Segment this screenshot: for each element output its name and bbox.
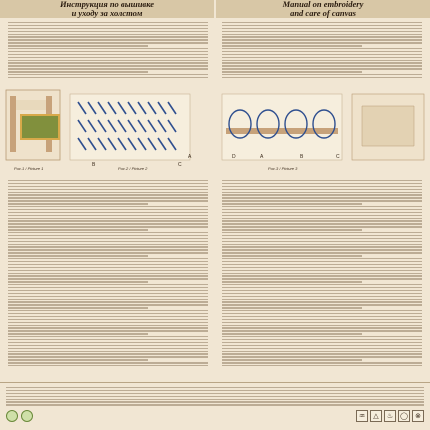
text-line — [8, 42, 208, 43]
ru-steps-lines — [8, 180, 208, 366]
text-line — [8, 336, 208, 337]
text-line — [8, 235, 208, 236]
footer-badges — [6, 410, 33, 423]
text-line — [8, 258, 208, 259]
text-line — [8, 342, 208, 343]
text-line — [222, 220, 422, 221]
text-line — [8, 36, 208, 37]
text-line — [8, 264, 208, 265]
text-line — [222, 68, 422, 69]
text-line — [8, 278, 208, 279]
text-line — [8, 353, 208, 354]
text-line — [222, 313, 422, 314]
text-line — [222, 22, 422, 23]
pic3-label-c: C — [336, 154, 340, 160]
text-line — [8, 25, 208, 26]
text-line — [8, 229, 148, 230]
text-line — [8, 194, 208, 195]
text-line — [222, 275, 422, 276]
text-line — [222, 281, 362, 282]
text-line — [8, 255, 148, 256]
text-line — [8, 293, 208, 294]
text-line — [8, 203, 148, 204]
text-line — [8, 296, 208, 297]
pic1-caption: Рис.1 / Picture 1 — [14, 166, 44, 171]
text-line — [222, 255, 362, 256]
text-line — [222, 28, 422, 29]
text-line — [8, 246, 208, 247]
text-line — [222, 356, 422, 357]
text-line — [8, 325, 208, 326]
text-line — [8, 351, 208, 352]
text-line — [222, 34, 422, 35]
illustration-band — [0, 86, 430, 174]
text-line — [8, 290, 208, 291]
text-line — [222, 307, 362, 308]
pic2-caption: Рис.2 / Picture 2 — [118, 166, 148, 171]
text-line — [222, 62, 422, 63]
text-line — [8, 71, 148, 72]
text-line — [6, 396, 424, 397]
text-line — [222, 77, 422, 78]
text-line — [222, 235, 422, 236]
text-line — [6, 399, 424, 400]
pic4-fold — [362, 106, 414, 146]
text-line — [222, 241, 422, 242]
text-line — [8, 333, 148, 334]
text-line — [6, 393, 424, 394]
text-line — [6, 404, 424, 405]
text-line — [8, 345, 208, 346]
text-line — [222, 264, 422, 265]
ru-intro-lines — [8, 22, 208, 78]
text-line — [8, 249, 208, 250]
text-line — [222, 194, 422, 195]
text-line — [8, 301, 208, 302]
text-line — [8, 241, 208, 242]
picture-2 — [70, 94, 192, 168]
text-line — [222, 48, 422, 49]
text-line — [222, 74, 422, 75]
en-steps-block — [222, 180, 422, 376]
text-line — [8, 322, 208, 323]
text-line — [222, 359, 362, 360]
text-line — [222, 212, 422, 213]
pic1-picture-inner — [22, 116, 58, 138]
text-line — [8, 270, 208, 271]
pic3-label-a: A — [260, 154, 264, 160]
pic3-grid — [222, 94, 342, 160]
care-icons — [356, 410, 424, 423]
text-line — [222, 258, 422, 259]
pic3-label-d: D — [232, 154, 236, 160]
text-line — [8, 60, 208, 61]
text-line — [8, 180, 208, 181]
text-line — [8, 304, 208, 305]
text-line — [8, 22, 208, 23]
en-steps-lines — [222, 180, 422, 366]
pic1-bar-left — [10, 96, 16, 152]
text-line — [222, 336, 422, 337]
text-line — [8, 39, 208, 40]
text-line — [222, 345, 422, 346]
text-line — [222, 353, 422, 354]
text-line — [8, 319, 208, 320]
text-line — [8, 209, 208, 210]
text-line — [8, 310, 208, 311]
text-line — [222, 246, 422, 247]
text-line — [222, 310, 422, 311]
pic2-label-c: C — [178, 162, 182, 168]
text-line — [222, 261, 422, 262]
text-line — [222, 319, 422, 320]
text-line — [8, 244, 208, 245]
text-line — [8, 316, 208, 317]
pic3-bar — [226, 128, 338, 134]
text-line — [222, 226, 422, 227]
text-line — [8, 365, 208, 366]
text-line — [8, 77, 208, 78]
ru-intro-block — [8, 22, 208, 82]
text-line — [222, 333, 362, 334]
text-line — [8, 62, 208, 63]
text-line — [8, 232, 208, 233]
pic3-label-b: B — [300, 154, 304, 160]
text-line — [222, 327, 422, 328]
dry-clean-icon: ◯ — [398, 410, 410, 422]
text-line — [8, 189, 208, 190]
text-line — [8, 299, 208, 300]
text-line — [222, 330, 422, 331]
text-line — [8, 192, 208, 193]
text-line — [6, 390, 424, 391]
illustrations-svg — [0, 86, 430, 174]
text-line — [222, 316, 422, 317]
eco-badge-icon — [6, 410, 18, 422]
text-line — [222, 223, 422, 224]
quality-badge-icon — [21, 410, 33, 422]
text-line — [222, 189, 422, 190]
text-line — [8, 359, 148, 360]
text-line — [8, 275, 208, 276]
text-line — [222, 57, 422, 58]
title-en: Manual on embroidery and care of canvas — [282, 0, 364, 18]
text-line — [8, 273, 208, 274]
text-line — [8, 45, 148, 46]
text-line — [8, 226, 208, 227]
ru-steps-block — [8, 180, 208, 376]
pic2-label-b: B — [92, 162, 96, 168]
no-bleach-icon: △ — [370, 410, 382, 422]
text-line — [8, 28, 208, 29]
en-intro-block — [222, 22, 422, 82]
text-line — [8, 183, 208, 184]
text-line — [222, 51, 422, 52]
text-line — [222, 348, 422, 349]
text-line — [222, 362, 422, 363]
text-line — [222, 36, 422, 37]
text-line — [8, 327, 208, 328]
text-line — [8, 68, 208, 69]
text-line — [8, 223, 208, 224]
text-line — [222, 197, 422, 198]
text-line — [8, 348, 208, 349]
text-line — [222, 25, 422, 26]
text-line — [222, 45, 362, 46]
footer-legal-block — [6, 387, 424, 409]
text-line — [8, 186, 208, 187]
text-line — [8, 65, 208, 66]
iron-icon: ♨ — [384, 410, 396, 422]
text-line — [222, 54, 422, 55]
text-line — [8, 287, 208, 288]
text-line — [8, 31, 208, 32]
pic1-canvas — [16, 100, 46, 110]
text-line — [222, 206, 422, 207]
text-line — [8, 313, 208, 314]
text-line — [8, 339, 208, 340]
text-line — [222, 192, 422, 193]
text-line — [6, 401, 424, 402]
text-line — [222, 232, 422, 233]
text-line — [8, 200, 208, 201]
text-line — [222, 301, 422, 302]
text-line — [222, 267, 422, 268]
text-line — [222, 325, 422, 326]
picture-1 — [6, 90, 60, 160]
text-line — [8, 51, 208, 52]
text-line — [222, 365, 422, 366]
text-line — [222, 293, 422, 294]
text-line — [222, 249, 422, 250]
title-ru: Инструкция по вышивке и уходу за холстом — [59, 0, 155, 18]
text-line — [222, 65, 422, 66]
text-line — [222, 290, 422, 291]
picture-4 — [352, 94, 424, 160]
text-line — [222, 31, 422, 32]
text-line — [8, 252, 208, 253]
text-line — [222, 42, 422, 43]
text-line — [222, 218, 422, 219]
text-line — [8, 238, 208, 239]
footer-legal-lines — [6, 387, 424, 406]
text-line — [222, 284, 422, 285]
text-line — [222, 186, 422, 187]
wash-icon: ♒ — [356, 410, 368, 422]
text-line — [8, 267, 208, 268]
text-line — [222, 342, 422, 343]
text-line — [8, 218, 208, 219]
text-line — [8, 197, 208, 198]
text-line — [222, 238, 422, 239]
text-line — [222, 339, 422, 340]
pic2-label-a: A — [188, 154, 192, 160]
no-tumble-dry-icon: ⊗ — [412, 410, 424, 422]
text-line — [222, 299, 422, 300]
text-line — [222, 203, 362, 204]
text-line — [222, 60, 422, 61]
text-line — [222, 200, 422, 201]
text-line — [222, 351, 422, 352]
text-line — [8, 261, 208, 262]
text-line — [222, 215, 422, 216]
text-line — [8, 57, 208, 58]
text-line — [222, 244, 422, 245]
text-line — [222, 278, 422, 279]
text-line — [8, 284, 208, 285]
text-line — [8, 206, 208, 207]
picture-3 — [222, 94, 342, 160]
text-line — [8, 48, 208, 49]
text-line — [222, 180, 422, 181]
text-line — [8, 54, 208, 55]
text-line — [8, 362, 208, 363]
text-line — [222, 287, 422, 288]
text-line — [222, 273, 422, 274]
text-line — [222, 270, 422, 271]
text-line — [8, 356, 208, 357]
text-line — [222, 322, 422, 323]
text-line — [8, 307, 148, 308]
text-line — [222, 229, 362, 230]
en-intro-lines — [222, 22, 422, 78]
text-line — [8, 281, 148, 282]
text-line — [8, 330, 208, 331]
text-line — [222, 39, 422, 40]
text-line — [8, 34, 208, 35]
text-line — [222, 71, 362, 72]
text-line — [222, 304, 422, 305]
text-line — [8, 212, 208, 213]
text-line — [8, 74, 208, 75]
text-line — [222, 252, 422, 253]
text-line — [222, 183, 422, 184]
text-line — [8, 220, 208, 221]
pic3-caption: Рис.3 / Picture 3 — [268, 166, 298, 171]
text-line — [222, 296, 422, 297]
text-line — [6, 387, 424, 388]
text-line — [222, 209, 422, 210]
text-line — [8, 215, 208, 216]
